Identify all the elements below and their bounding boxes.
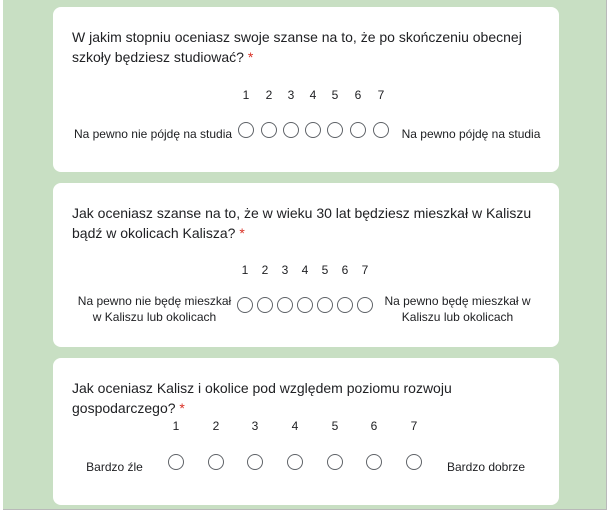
scale-radio-7[interactable] (373, 122, 389, 138)
scale-radio-7[interactable] (357, 297, 373, 313)
scale-high-label: Na pewno będę mieszkał w Kaliszu lub okolicach (384, 294, 531, 324)
scale-radio-3[interactable] (247, 454, 263, 470)
scale-number: 4 (291, 419, 299, 433)
scale-low-label: Na pewno nie pójdę na studia (73, 127, 233, 141)
scale-number: 1 (242, 88, 250, 102)
scale-high-label: Bardzo dobrze (446, 460, 526, 474)
scale-radio-4[interactable] (305, 122, 321, 138)
scale-low-label: Na pewno nie będę mieszkał w Kaliszu lub okolicach (77, 294, 232, 324)
scale-radio-5[interactable] (327, 454, 343, 470)
scale-number: 5 (331, 88, 339, 102)
scale-radio-1[interactable] (168, 454, 184, 470)
scale-number: 3 (251, 419, 259, 433)
scale-radio-5[interactable] (317, 297, 333, 313)
scale-radio-1[interactable] (237, 297, 253, 313)
scale-number: 6 (341, 263, 349, 277)
scale-number: 3 (281, 263, 289, 277)
scale-radio-6[interactable] (366, 454, 382, 470)
scale-number: 7 (377, 88, 385, 102)
scale-number: 5 (321, 263, 329, 277)
scale-number: 4 (301, 263, 309, 277)
form-background (3, 0, 607, 510)
scale-radio-5[interactable] (327, 122, 343, 138)
question-2-text: Jak oceniasz szanse na to, że w wieku 30 lat będziesz mieszkał w Kaliszu bądź w okolicach Kalisza? (72, 205, 532, 241)
required-asterisk: * (239, 225, 245, 241)
scale-number: 2 (265, 88, 273, 102)
scale-number: 7 (410, 419, 418, 433)
required-asterisk: * (247, 49, 254, 65)
scale-high-label: Na pewno pójdę na studia (401, 127, 541, 141)
scale-radio-7[interactable] (406, 454, 422, 470)
question-3-title (72, 378, 537, 418)
scale-radio-6[interactable] (350, 122, 366, 138)
scale-number: 2 (261, 263, 269, 277)
question-3-text: Jak oceniasz Kalisz i okolice pod względem poziomu rozwoju gospodarczego? (72, 380, 452, 416)
scale-number: 1 (241, 263, 249, 277)
question-1-title (72, 27, 537, 67)
scale-number: 3 (287, 88, 295, 102)
scale-number: 6 (354, 88, 362, 102)
scale-radio-2[interactable] (257, 297, 273, 313)
question-2-title (72, 203, 537, 243)
scale-number: 6 (370, 419, 378, 433)
scale-radio-4[interactable] (287, 454, 303, 470)
scale-number: 2 (212, 419, 220, 433)
scale-radio-4[interactable] (297, 297, 313, 313)
scale-radio-2[interactable] (261, 122, 277, 138)
scale-number: 4 (309, 88, 317, 102)
scale-radio-6[interactable] (337, 297, 353, 313)
scale-radio-3[interactable] (277, 297, 293, 313)
scale-number: 7 (361, 263, 369, 277)
scale-radio-2[interactable] (208, 454, 224, 470)
scale-number: 1 (172, 419, 180, 433)
question-card-1 (53, 7, 559, 172)
scale-radio-3[interactable] (283, 122, 299, 138)
required-asterisk: * (179, 400, 185, 416)
scale-low-label: Bardzo źle (86, 460, 143, 474)
question-1-text: W jakim stopniu oceniasz swoje szanse na to, że po skończeniu obecnej szkoły będziesz studiować? (72, 29, 522, 65)
scale-number: 5 (331, 419, 339, 433)
scale-radio-1[interactable] (238, 122, 254, 138)
question-card-2 (53, 183, 559, 347)
question-card-3 (53, 358, 559, 505)
